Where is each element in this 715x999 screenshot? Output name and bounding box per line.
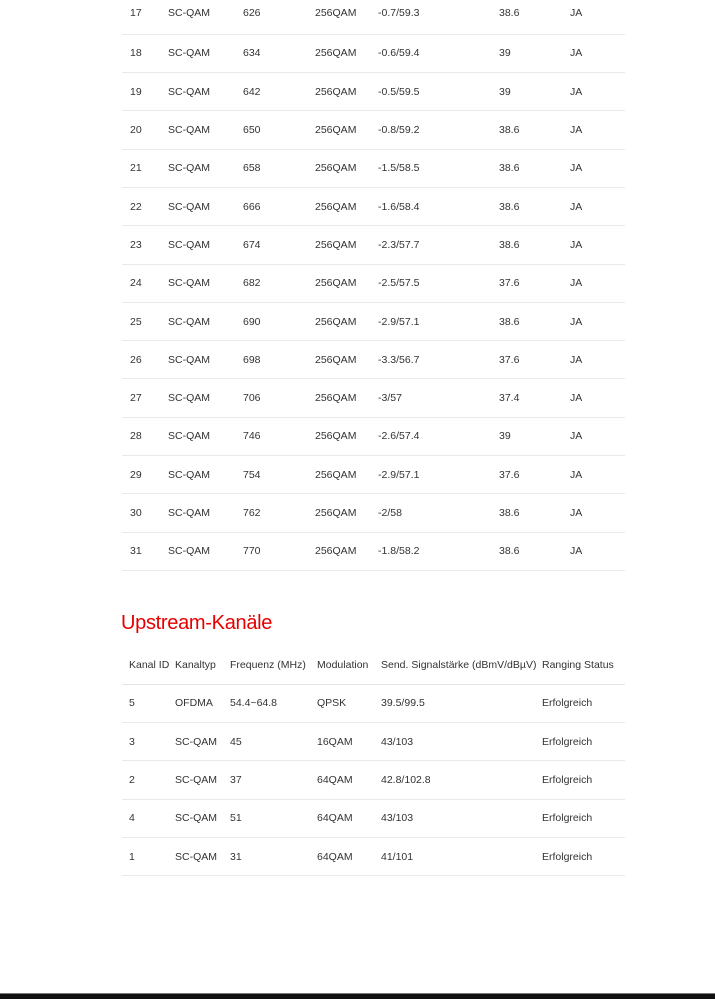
cell-frequency: 770 xyxy=(243,545,261,558)
cell-modulation: 64QAM xyxy=(317,812,353,825)
cell-power-level: -1.8/58.2 xyxy=(378,545,420,558)
cell-channel-type: SC-QAM xyxy=(168,545,210,558)
cell-ranging-status: Erfolgreich xyxy=(542,850,593,863)
cell-channel-id: 26 xyxy=(130,353,142,366)
cell-channel-type: OFDMA xyxy=(175,697,213,710)
cell-channel-type: SC-QAM xyxy=(168,124,210,137)
cell-power-level: -1.6/58.4 xyxy=(378,200,420,213)
cell-modulation: 256QAM xyxy=(315,468,357,481)
cell-frequency: 762 xyxy=(243,507,261,519)
downstream-table-container xyxy=(122,0,625,571)
cell-locked-status: JA xyxy=(570,238,583,251)
cell-locked-status: JA xyxy=(570,353,583,366)
cell-locked-status: JA xyxy=(570,124,583,137)
cell-locked-status: JA xyxy=(570,545,583,558)
cell-snr: 39 xyxy=(499,47,511,60)
upstream-table xyxy=(122,646,625,876)
cell-modulation: 256QAM xyxy=(315,277,357,290)
cell-channel-type: SC-QAM xyxy=(168,507,210,519)
cell-power-level: -2.9/57.1 xyxy=(378,468,420,481)
cell-snr: 37.6 xyxy=(499,353,520,366)
cell-modulation: 16QAM xyxy=(317,735,353,748)
cell-frequency: 634 xyxy=(243,47,261,60)
cell-frequency: 754 xyxy=(243,468,261,481)
cell-channel-id: 22 xyxy=(130,200,142,213)
upstream-row xyxy=(122,837,625,875)
cell-channel-type: SC-QAM xyxy=(168,277,210,290)
cell-frequency: 642 xyxy=(243,85,261,98)
cell-power-level: -0.7/59.3 xyxy=(378,7,420,20)
cell-frequency: 674 xyxy=(243,238,261,251)
cell-frequency: 626 xyxy=(243,7,261,20)
cell-channel-type: SC-QAM xyxy=(168,47,210,60)
cell-locked-status: JA xyxy=(570,392,583,405)
cell-channel-id: 17 xyxy=(130,7,142,20)
cell-channel-type: SC-QAM xyxy=(175,850,217,863)
cell-snr: 38.6 xyxy=(499,238,520,251)
cell-power-level: -2/58 xyxy=(378,507,402,519)
cell-locked-status: JA xyxy=(570,507,583,519)
cell-frequency: 658 xyxy=(243,162,261,175)
downstream-row xyxy=(122,494,625,532)
cell-frequency: 54.4~64.8 xyxy=(230,697,278,710)
cell-channel-id: 24 xyxy=(130,277,142,290)
cell-modulation: 256QAM xyxy=(315,47,357,60)
cell-ranging-status: Erfolgreich xyxy=(542,774,593,787)
cell-channel-id: 30 xyxy=(130,507,142,519)
cell-channel-type: SC-QAM xyxy=(168,200,210,213)
cell-frequency: 690 xyxy=(243,315,261,328)
cell-power-level: -2.3/57.7 xyxy=(378,238,420,251)
bottom-window-edge xyxy=(0,993,715,999)
cell-frequency: 51 xyxy=(230,812,242,825)
cell-snr: 38.6 xyxy=(499,315,520,328)
downstream-table xyxy=(122,0,625,571)
cell-modulation: 256QAM xyxy=(315,545,357,558)
cell-channel-type: SC-QAM xyxy=(168,353,210,366)
downstream-row xyxy=(122,264,625,302)
cell-channel-type: SC-QAM xyxy=(168,315,210,328)
downstream-row xyxy=(122,532,625,570)
cell-power-level: -0.8/59.2 xyxy=(378,124,420,137)
cell-transmit-power: 41/101 xyxy=(381,850,414,863)
cell-locked-status: JA xyxy=(570,315,583,328)
upstream-section-title: Upstream-Kanäle xyxy=(121,612,273,634)
cell-frequency: 666 xyxy=(243,200,261,213)
cell-locked-status: JA xyxy=(570,162,583,175)
cell-frequency: 31 xyxy=(230,850,242,863)
cell-ranging-status: Erfolgreich xyxy=(542,812,593,825)
downstream-row xyxy=(122,149,625,187)
cell-modulation: 256QAM xyxy=(315,7,357,20)
cell-modulation: 256QAM xyxy=(315,238,357,251)
cell-transmit-power: 43/103 xyxy=(381,812,414,825)
downstream-row xyxy=(122,0,625,34)
upstream-table-body xyxy=(122,684,625,875)
cell-channel-type: SC-QAM xyxy=(175,774,217,787)
cell-channel-id: 20 xyxy=(130,124,142,137)
cell-modulation: 256QAM xyxy=(315,200,357,213)
cell-modulation: 256QAM xyxy=(315,162,357,175)
upstream-table-container xyxy=(122,646,625,876)
downstream-row xyxy=(122,187,625,225)
cell-snr: 38.6 xyxy=(499,162,520,175)
col-header-channel-type: Kanaltyp xyxy=(175,658,216,671)
cell-locked-status: JA xyxy=(570,85,583,98)
cell-modulation: 64QAM xyxy=(317,850,353,863)
cell-frequency: 650 xyxy=(243,124,261,137)
downstream-table-body xyxy=(122,0,625,570)
downstream-row xyxy=(122,456,625,494)
cell-frequency: 698 xyxy=(243,353,261,366)
cell-power-level: -2.6/57.4 xyxy=(378,430,420,443)
cell-channel-id: 29 xyxy=(130,468,142,481)
cell-snr: 37.6 xyxy=(499,277,520,290)
cell-channel-type: SC-QAM xyxy=(168,162,210,175)
upstream-row xyxy=(122,684,625,722)
downstream-row xyxy=(122,379,625,417)
cell-transmit-power: 42.8/102.8 xyxy=(381,774,431,787)
cell-channel-id: 5 xyxy=(129,697,135,710)
downstream-row xyxy=(122,73,625,111)
cell-frequency: 706 xyxy=(243,392,261,405)
upstream-row xyxy=(122,799,625,837)
cell-power-level: -1.5/58.5 xyxy=(378,162,420,175)
cell-channel-type: SC-QAM xyxy=(168,7,210,20)
cell-power-level: -2.5/57.5 xyxy=(378,277,420,290)
cell-frequency: 45 xyxy=(230,735,242,748)
cell-channel-type: SC-QAM xyxy=(168,238,210,251)
col-header-frequency: Frequenz (MHz) xyxy=(230,658,306,671)
cell-channel-type: SC-QAM xyxy=(168,85,210,98)
cell-channel-id: 31 xyxy=(130,545,142,558)
cell-channel-type: SC-QAM xyxy=(168,430,210,443)
cell-frequency: 746 xyxy=(243,430,261,443)
col-header-channel-id: Kanal ID xyxy=(129,658,170,671)
cell-modulation: 256QAM xyxy=(315,392,357,405)
col-header-modulation: Modulation xyxy=(317,658,369,671)
cell-power-level: -3/57 xyxy=(378,392,402,405)
cell-channel-id: 23 xyxy=(130,238,142,251)
cell-snr: 37.4 xyxy=(499,392,520,405)
downstream-row xyxy=(122,341,625,379)
cell-modulation: 64QAM xyxy=(317,774,353,787)
upstream-header-row xyxy=(122,646,625,684)
cell-locked-status: JA xyxy=(570,468,583,481)
downstream-row xyxy=(122,417,625,455)
cell-channel-id: 18 xyxy=(130,47,142,60)
downstream-row xyxy=(122,34,625,72)
downstream-row xyxy=(122,226,625,264)
cell-snr: 38.6 xyxy=(499,7,520,20)
cell-channel-type: SC-QAM xyxy=(168,392,210,405)
cell-modulation: QPSK xyxy=(317,697,347,710)
cell-channel-type: SC-QAM xyxy=(175,735,217,748)
cell-channel-id: 19 xyxy=(130,85,142,98)
cell-channel-id: 2 xyxy=(129,774,135,787)
upstream-row xyxy=(122,761,625,799)
cell-channel-id: 3 xyxy=(129,735,135,748)
col-header-transmit-power: Send. Signalstärke (dBmV/dBµV) xyxy=(381,658,537,671)
cell-modulation: 256QAM xyxy=(315,430,357,443)
cell-locked-status: JA xyxy=(570,277,583,290)
cell-snr: 38.6 xyxy=(499,200,520,213)
cell-transmit-power: 43/103 xyxy=(381,735,414,748)
cell-power-level: -0.6/59.4 xyxy=(378,47,420,60)
cell-channel-id: 21 xyxy=(130,162,142,175)
downstream-row xyxy=(122,111,625,149)
cell-modulation: 256QAM xyxy=(315,315,357,328)
cell-snr: 38.6 xyxy=(499,545,520,558)
cell-modulation: 256QAM xyxy=(315,124,357,137)
cell-channel-id: 25 xyxy=(130,315,142,328)
cell-frequency: 682 xyxy=(243,277,261,290)
cell-power-level: -2.9/57.1 xyxy=(378,315,420,328)
cell-modulation: 256QAM xyxy=(315,353,357,366)
cell-transmit-power: 39.5/99.5 xyxy=(381,697,425,710)
cell-modulation: 256QAM xyxy=(315,85,357,98)
cell-locked-status: JA xyxy=(570,430,583,443)
col-header-ranging-status: Ranging Status xyxy=(542,658,614,671)
cell-snr: 38.6 xyxy=(499,124,520,137)
cell-ranging-status: Erfolgreich xyxy=(542,697,593,710)
cell-snr: 39 xyxy=(499,430,511,443)
downstream-row xyxy=(122,302,625,340)
cell-channel-id: 4 xyxy=(129,812,135,825)
cell-locked-status: JA xyxy=(570,200,583,213)
cell-channel-type: SC-QAM xyxy=(168,468,210,481)
cell-channel-type: SC-QAM xyxy=(175,812,217,825)
cell-power-level: -3.3/56.7 xyxy=(378,353,420,366)
cell-frequency: 37 xyxy=(230,774,242,787)
cell-snr: 37.6 xyxy=(499,468,520,481)
cell-modulation: 256QAM xyxy=(315,507,357,519)
cell-channel-id: 27 xyxy=(130,392,142,405)
cell-ranging-status: Erfolgreich xyxy=(542,735,593,748)
cell-power-level: -0.5/59.5 xyxy=(378,85,420,98)
cell-channel-id: 1 xyxy=(129,850,135,863)
cell-snr: 38.6 xyxy=(499,507,520,519)
cell-locked-status: JA xyxy=(570,47,583,60)
cell-channel-id: 28 xyxy=(130,430,142,443)
cell-locked-status: JA xyxy=(570,7,583,20)
upstream-row xyxy=(122,723,625,761)
cell-snr: 39 xyxy=(499,85,511,98)
